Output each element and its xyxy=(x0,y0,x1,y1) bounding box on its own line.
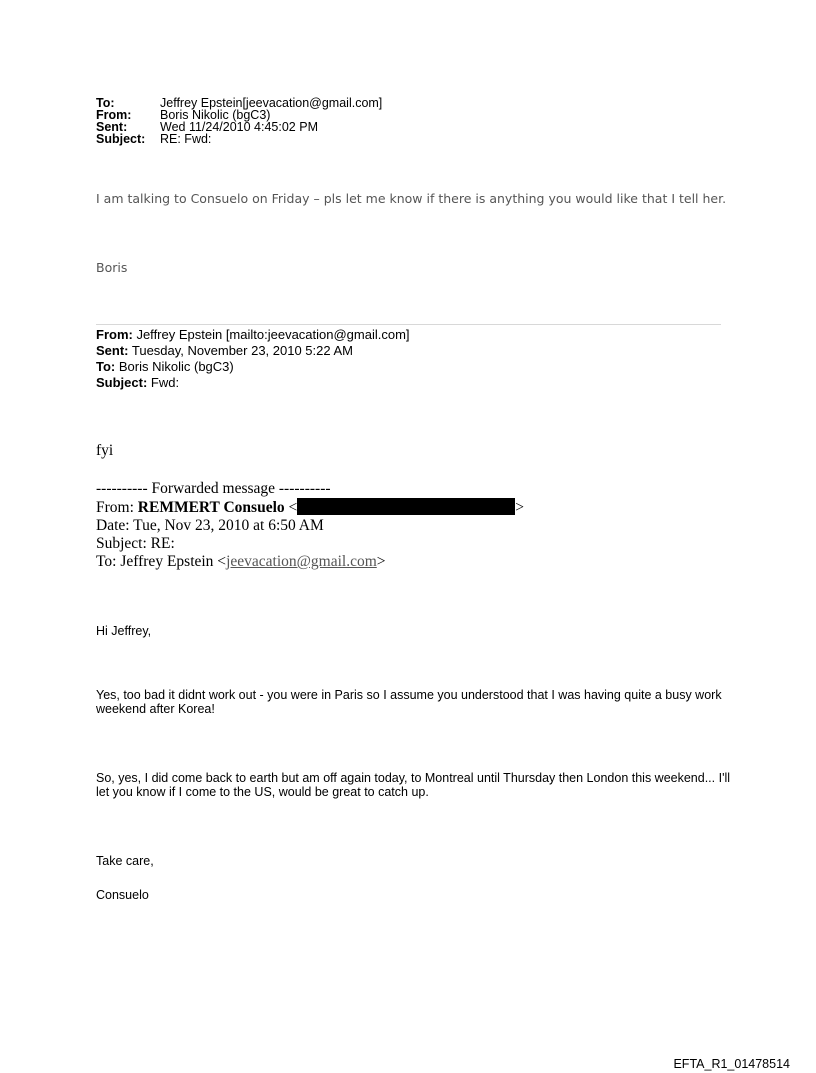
forwarded-from-value: Jeffrey Epstein [mailto:jeevacation@gmail.com] xyxy=(132,327,410,342)
original-to-suffix: > xyxy=(376,553,386,570)
forwarded-sent-value: Tuesday, November 23, 2010 5:22 AM xyxy=(128,343,354,358)
header-subject-row xyxy=(96,133,382,145)
forwarded-header xyxy=(96,327,410,391)
forward-separator: ---------- Forwarded message ---------- xyxy=(96,480,331,497)
header-to-label: To: xyxy=(96,96,115,110)
forwarded-to-label: To: xyxy=(96,359,116,374)
header-to-value: Jeffrey Epstein[jeevacation@gmail.com] xyxy=(160,96,383,110)
header-from-label: From: xyxy=(96,108,132,122)
forwarded-sent-row xyxy=(96,343,410,359)
forwarded-from-label: From: xyxy=(96,327,133,342)
forwarded-to-value: Boris Nikolic (bgC3) xyxy=(115,359,234,374)
bates-number: EFTA_R1_01478514 xyxy=(673,1057,790,1071)
original-from-close: > xyxy=(515,499,525,516)
fyi-note: fyi xyxy=(96,442,114,459)
original-from-open: < xyxy=(284,499,298,516)
forwarded-subject-row xyxy=(96,375,410,391)
original-to-prefix: To: Jeffrey Epstein < xyxy=(96,553,227,570)
reply-signature: Boris xyxy=(96,260,128,275)
divider xyxy=(96,324,721,325)
message-paragraph-2: So, yes, I did come back to earth but am off again today, to Montreal until Thursday then London this weekend... I'll let you know if I come to the US, would be great to catch up. xyxy=(96,771,731,799)
header-sent-label: Sent: xyxy=(96,120,128,134)
redaction-bar xyxy=(297,498,515,515)
message-closing: Take care, xyxy=(96,854,154,868)
forwarded-from-row xyxy=(96,327,410,343)
original-to-row xyxy=(96,553,524,571)
forwarded-subject-label: Subject: xyxy=(96,375,148,390)
original-date: Date: Tue, Nov 23, 2010 at 6:50 AM xyxy=(96,517,324,534)
email-header xyxy=(96,97,382,145)
message-signature: Consuelo xyxy=(96,888,149,902)
header-subject-label: Subject: xyxy=(96,132,146,146)
forwarded-to-row xyxy=(96,359,410,375)
message-paragraph-1: Yes, too bad it didnt work out - you were in Paris so I assume you understood that I was having quite a busy work weekend after Korea! xyxy=(96,688,722,716)
original-subject: Subject: RE: xyxy=(96,535,175,552)
header-from-value: Boris Nikolic (bgC3) xyxy=(160,108,271,122)
forwarded-subject-value: Fwd: xyxy=(147,375,180,390)
reply-body: I am talking to Consuelo on Friday – pls let me know if there is anything you would like that I tell her. xyxy=(96,191,727,206)
original-from-prefix: From: xyxy=(96,499,138,516)
original-to-email-link[interactable]: jeevacation@gmail.com xyxy=(226,553,377,570)
original-message-header xyxy=(96,480,524,571)
header-sent-value: Wed 11/24/2010 4:45:02 PM xyxy=(160,120,318,134)
header-subject-value: RE: Fwd: xyxy=(160,132,212,146)
original-from-name: REMMERT Consuelo xyxy=(137,499,285,516)
message-greeting: Hi Jeffrey, xyxy=(96,624,152,638)
forwarded-sent-label: Sent: xyxy=(96,343,129,358)
original-from-row xyxy=(96,498,524,517)
